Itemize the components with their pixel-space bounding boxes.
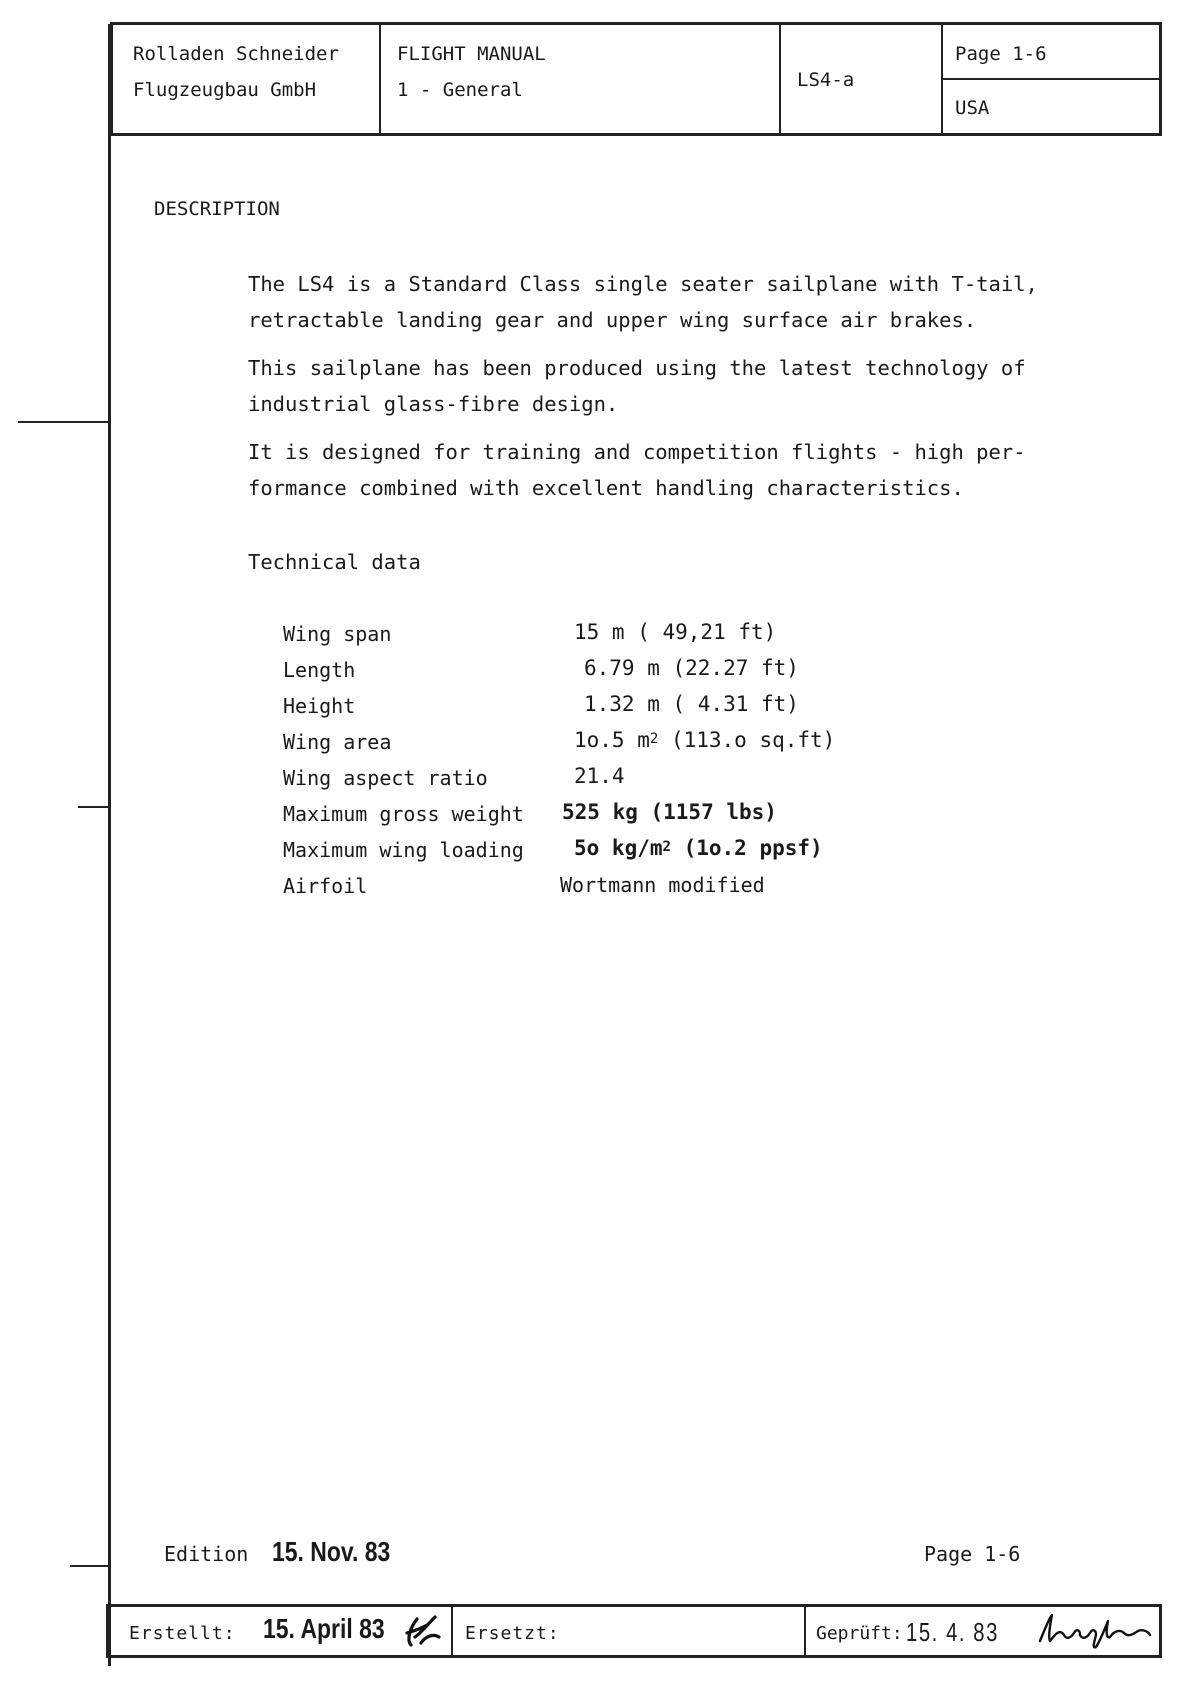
tech-value-length: 6.79 m (22.27 ft) [584,656,799,680]
manual-title: FLIGHT MANUAL [397,43,546,65]
technical-data-heading: Technical data [248,550,421,574]
tech-value-max-gross-weight: 525 kg (1157 lbs) [562,800,777,824]
paragraph-1-line-1: The LS4 is a Standard Class single seater sailplane with T-tail, [248,272,1038,296]
tech-label-max-gross-weight: Maximum gross weight [283,802,524,826]
margin-mark [78,806,110,808]
paragraph-1-line-2: retractable landing gear and upper wing surface air brakes. [248,308,977,332]
model-cell [781,25,943,133]
page-number: Page 1-6 [955,43,1047,65]
tech-label-airfoil: Airfoil [283,874,368,898]
replaced-cell [453,1607,806,1655]
cell-divider [943,78,1159,80]
tech-label-length: Length [283,658,356,682]
margin-mark [18,421,110,423]
wing-area-exponent: 2 [649,731,659,747]
checked-date: 15. 4. 83 [906,1617,999,1647]
wing-loading-value: 5o kg/m [574,836,663,860]
wing-loading-imperial: (1o.2 ppsf) [670,836,823,860]
replaced-label: Ersetzt: [465,1623,560,1644]
tech-label-wing-span: Wing span [283,622,392,646]
created-label: Erstellt: [129,1623,236,1644]
tech-label-aspect-ratio: Wing aspect ratio [283,766,488,790]
signature [1034,1611,1154,1653]
tech-value-aspect-ratio: 21.4 [574,764,625,788]
tech-label-height: Height [283,694,356,718]
edition-date: 15. Nov. 83 [272,1536,391,1567]
wing-area-imperial: (113.o sq.ft) [658,728,836,752]
checked-cell [806,1607,1159,1655]
document-footer [106,1604,1162,1658]
page-info-cell [943,25,1159,133]
wing-area-value: 1o.5 m [574,728,650,752]
manual-section: 1 - General [397,79,523,101]
company-name-line2: Flugzeugbau GmbH [133,79,317,101]
tech-label-wing-area: Wing area [283,730,392,754]
edition-label: Edition [164,1542,249,1566]
tech-value-airfoil: Wortmann modified [560,873,765,897]
signature-initials [399,1611,443,1653]
edition-page-number: Page 1-6 [924,1542,1021,1566]
paragraph-2-line-2: industrial glass-fibre design. [248,392,619,416]
company-cell [113,25,381,133]
manual-cell [381,25,781,133]
model-designation: LS4-a [797,69,855,91]
tech-value-wing-span: 15 m ( 49,21 ft) [574,620,777,644]
country-code: USA [955,97,990,119]
margin-mark [70,1565,108,1567]
paragraph-2-line-1: This sailplane has been produced using the latest technology of [248,356,1026,380]
tech-value-wing-area [574,728,835,752]
created-date: 15. April 83 [263,1613,385,1644]
checked-label: Geprüft: [816,1623,903,1644]
tech-value-max-wing-loading [574,836,823,860]
section-heading: DESCRIPTION [154,198,280,220]
tech-value-height: 1.32 m ( 4.31 ft) [584,692,799,716]
paragraph-3-line-1: It is designed for training and competition flights - high per- [248,440,1026,464]
tech-label-max-wing-loading: Maximum wing loading [283,838,524,862]
company-name-line1: Rolladen Schneider [133,43,339,65]
created-cell [109,1607,453,1655]
paragraph-3-line-2: formance combined with excellent handling characteristics. [248,476,964,500]
document-header [110,22,1162,136]
wing-loading-exponent: 2 [662,839,671,855]
page-frame-left-border [108,24,111,1666]
